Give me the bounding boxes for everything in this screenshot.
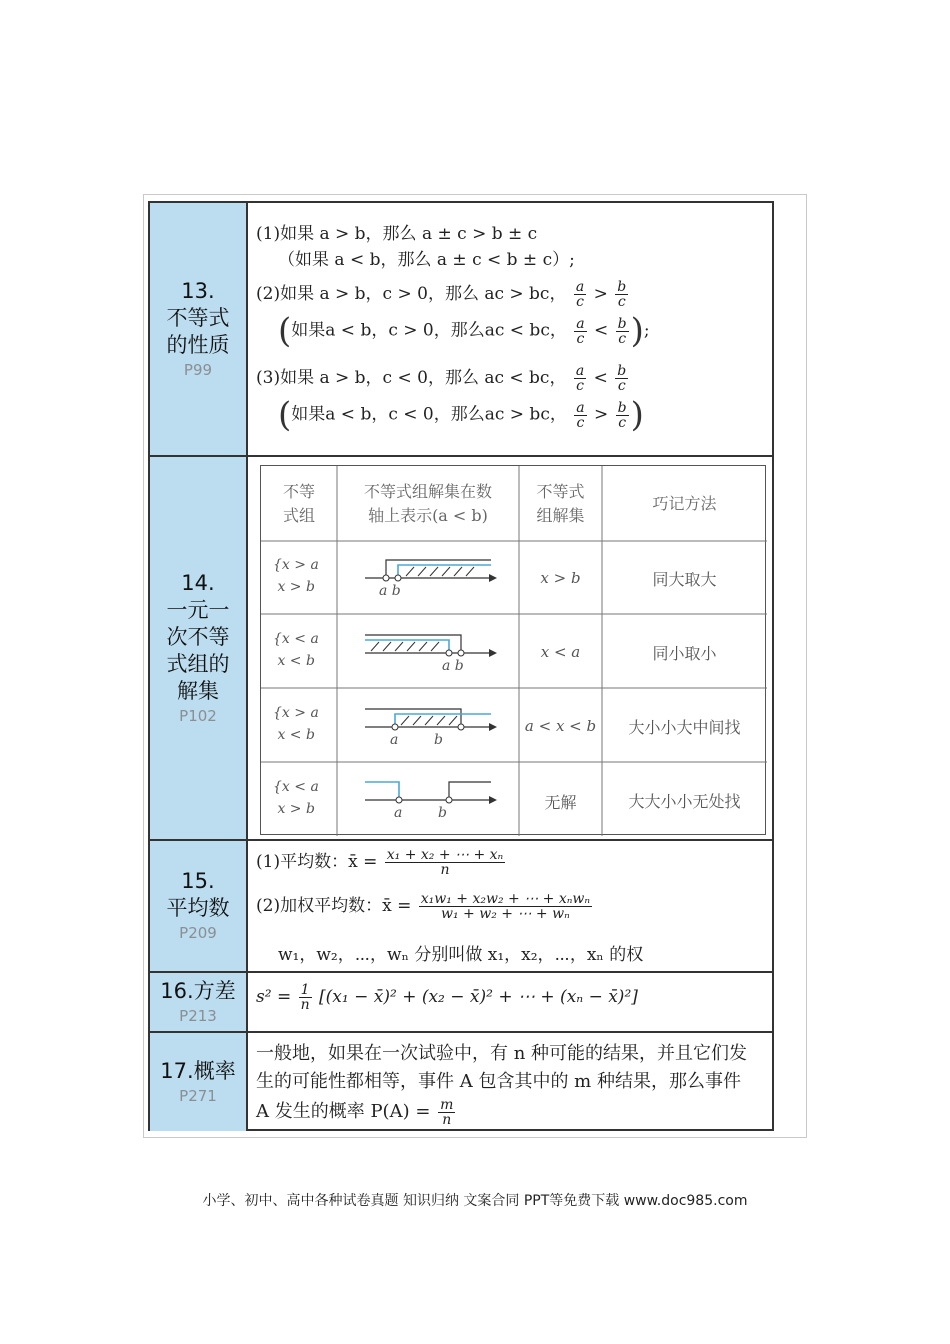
solution-set: x > b: [540, 569, 581, 587]
axis-labels: a b: [394, 805, 447, 821]
header-mnemonic: 巧记方法: [652, 494, 717, 513]
fraction: $\frac{a}{c}$: [575, 363, 585, 394]
header-number-line: 不等式组解集在数 轴上表示(a < b): [363, 482, 492, 525]
fraction: $\frac{b}{c}$: [617, 279, 627, 310]
section-title-line: 的性质: [166, 333, 230, 357]
probability-formula: A 发生的概率 P(A) = $\frac{m}{n}$: [256, 1096, 454, 1128]
rule-line: (如果a < b，c < 0，那么ac > bc， $\frac{a}{c}$ > $\frac{b}{c}$ ): [278, 395, 644, 435]
math-table: [148, 201, 774, 1131]
inequality-system: {x < a x > b: [273, 779, 319, 817]
section-number: 17.概率: [160, 1058, 236, 1083]
section-16-label: [150, 973, 248, 1031]
fraction: $\frac{a}{c}$: [575, 279, 585, 310]
table-frame: [143, 194, 807, 1138]
rule-line: （如果 a < b，那么 a ± c < b ± c）;: [278, 250, 575, 270]
axis-labels: a b: [442, 658, 464, 674]
header-solution: 不等式 组解集: [536, 482, 585, 525]
section-title-line: 不等式: [166, 306, 230, 330]
weighted-mean-formula: (2)加权平均数：x̄ = $\frac{\text{x₁w₁ + x₂w₂ + ⋯ + xₙwₙ}}{\text{w₁ + w₂ + ⋯ + wₙ}}$: [256, 891, 591, 922]
mnemonic: 同小取小: [652, 644, 717, 663]
mean-formula: (1)平均数：x̄ = $\frac{\text{x₁ + x₂ + ⋯ + xₙ}}{n}$: [256, 847, 504, 878]
solution-set: a < x < b: [524, 717, 597, 735]
mnemonic: 同大取大: [652, 570, 717, 589]
mnemonic: 大大小小无处找: [628, 792, 741, 811]
rule-text: 如果a < b，c > 0，那么ac < bc，: [291, 320, 567, 341]
section-17-label: [150, 1033, 248, 1131]
header-system: 不等 式组: [282, 482, 315, 525]
fraction: $\frac{b}{c}$: [617, 315, 627, 347]
number-line-4: [365, 782, 497, 804]
page-ref: P99: [183, 361, 213, 379]
section-16-content: [248, 973, 772, 1031]
inequality-system: {x > a x > b: [273, 557, 319, 595]
solution-set: 无解: [544, 793, 577, 812]
section-title-line: 一元一: [166, 597, 230, 622]
page-ref: P271: [179, 1086, 217, 1105]
rule-text: (3)如果 a > b，c < 0，那么 ac < bc，: [256, 368, 567, 388]
section-number: 14.: [181, 570, 215, 595]
rule-line: (3)如果 a > b，c < 0，那么 ac < bc， $\frac{a}{c}$ < $\frac{b}{c}$: [256, 363, 627, 394]
section-title-line: 平均数: [166, 896, 230, 920]
inequality-system: {x > a x < b: [273, 705, 319, 743]
variance-formula: s² = $\frac{1}{n}$ [(x₁ − x̄)² + (x₂ − x̄)² + ⋯ + (xₙ − x̄)²]: [256, 982, 638, 1013]
probability-text: 一般地，如果在一次试验中，有 n 种可能的结果，并且它们发: [256, 1043, 748, 1064]
page-ref: P102: [179, 706, 217, 725]
section-number: 16.方差: [160, 978, 236, 1003]
section-15-label: [150, 841, 248, 971]
section-title-line: 次不等: [166, 624, 230, 649]
fraction: $\frac{b}{c}$: [617, 363, 627, 394]
rule-text: 如果a < b，c < 0，那么ac > bc，: [291, 404, 567, 425]
section-title-line: 式组的: [166, 651, 230, 676]
fraction: $\frac{a}{c}$: [576, 399, 585, 431]
fraction: $\frac{a}{c}$: [576, 315, 585, 347]
section-number: 13.: [181, 279, 215, 303]
section-17-content: [248, 1033, 772, 1131]
page-ref: P209: [179, 924, 217, 942]
rule-line: (如果a < b，c > 0，那么ac < bc， $\frac{a}{c}$ < $\frac{b}{c}$ );: [278, 311, 650, 351]
solution-set: x < a: [540, 643, 581, 661]
section-number: 15.: [181, 869, 215, 893]
section-14-label: [150, 457, 248, 839]
axis-labels: a b: [390, 732, 443, 748]
section-title-line: 解集: [177, 678, 219, 703]
section-14-content: [248, 457, 772, 839]
probability-text: 生的可能性都相等，事件 A 包含其中的 m 种结果，那么事件: [256, 1071, 741, 1092]
number-line-1: [365, 560, 497, 582]
number-line-2: [365, 635, 497, 657]
axis-labels: a b: [379, 583, 401, 599]
rule-line: (2)如果 a > b，c > 0，那么 ac > bc， $\frac{a}{c}$ > $\frac{b}{c}$: [256, 279, 627, 310]
number-line-3: [365, 709, 497, 731]
section-13-content: [248, 203, 772, 456]
footer-text: 小学、初中、高中各种试卷真题 知识归纳 文案合同 PPT等免费下载 www.doc985.com: [202, 1193, 748, 1209]
fraction: $\frac{b}{c}$: [617, 399, 627, 431]
inequality-system: {x < a x < b: [273, 631, 319, 669]
page-ref: P213: [179, 1006, 217, 1025]
rule-text: (2)如果 a > b，c > 0，那么 ac > bc，: [256, 284, 567, 304]
rule-line: (1)如果 a > b，那么 a ± c > b ± c: [256, 224, 538, 244]
weights-note: w₁，w₂，⋯，wₙ 分别叫做 x₁，x₂，⋯，xₙ 的权: [278, 945, 644, 965]
section-13-label: [150, 203, 248, 456]
mnemonic: 大小小大中间找: [628, 718, 741, 737]
section-15-content: [248, 841, 772, 971]
solution-set-table: [260, 465, 766, 835]
